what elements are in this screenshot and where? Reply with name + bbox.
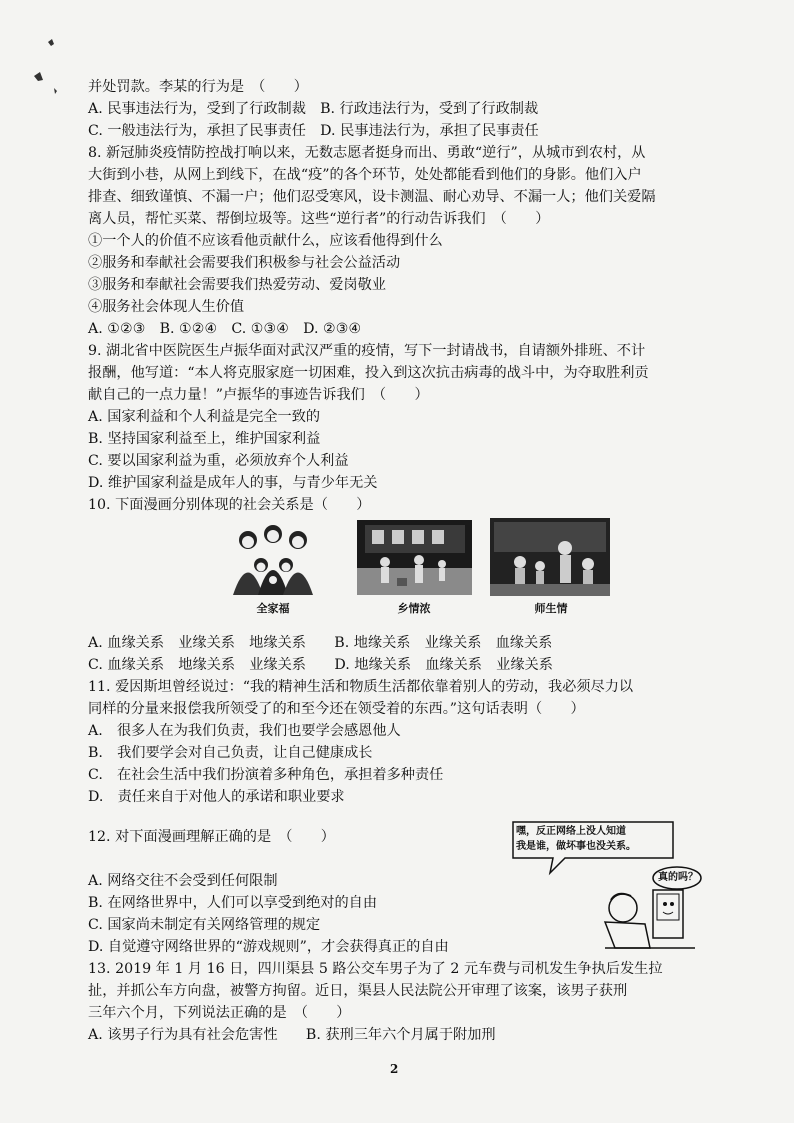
q8-stem-4: 离人员，帮忙买菜、帮倒垃圾等。这些“逆行者”的行动告诉我们 （ ） bbox=[88, 211, 550, 227]
caption-family: 全家福 bbox=[256, 602, 290, 615]
q10-option-ab: A. 血缘关系 业缘关系 地缘关系 B. 地缘关系 业缘关系 血缘关系 bbox=[88, 635, 553, 651]
scan-marks bbox=[20, 30, 70, 100]
q8-item-1: ①一个人的价值不应该看他贡献什么，应该看他得到什么 bbox=[88, 233, 443, 249]
q8-stem-1: 8. 新冠肺炎疫情防控战打响以来，无数志愿者挺身而出、勇敢“逆行”，从城市到农村，从 bbox=[88, 145, 646, 161]
q12-stem: 12. 对下面漫画理解正确的是 （ ） bbox=[88, 829, 335, 845]
q11-stem-2: 同样的分量来报偿我所领受了的和至今还在领受着的东西。”这句话表明（ ） bbox=[88, 701, 585, 717]
q12-option-b: B. 在网络世界中，人们可以享受到绝对的自由 bbox=[88, 895, 378, 911]
q9-option-b: B. 坚持国家利益至上，维护国家利益 bbox=[88, 431, 321, 447]
q7-option-cd: C. 一般违法行为，承担了民事责任 D. 民事违法行为，承担了民事责任 bbox=[88, 123, 539, 139]
speech-bubble-1-line-1: 嘿，反正网络上没人知道 bbox=[516, 826, 626, 837]
q8-item-2: ②服务和奉献社会需要我们积极参与社会公益活动 bbox=[88, 255, 401, 271]
speech-bubble-1-line-2: 我是谁，做坏事也没关系。 bbox=[516, 841, 636, 852]
q9-option-c: C. 要以国家利益为重，必须放弃个人利益 bbox=[88, 453, 349, 469]
q10-option-cd: C. 血缘关系 地缘关系 业缘关系 D. 地缘关系 血缘关系 业缘关系 bbox=[88, 657, 553, 673]
speech-bubble-2: 真的吗？ bbox=[658, 872, 698, 883]
q7-tail: 并处罚款。李某的行为是 （ ） bbox=[88, 79, 308, 95]
q13-stem-2: 扯，并抓公车方向盘，被警方拘留。近日，渠县人民法院公开审理了该案，该男子获刑 bbox=[88, 983, 628, 999]
q11-option-a: A. 很多人在为我们负责，我们也要学会感恩他人 bbox=[88, 723, 401, 739]
q11-option-b: B. 我们要学会对自己负责，让自己健康成长 bbox=[88, 745, 373, 761]
q8-stem-2: 大街到小巷，从网上到线下，在战“疫”的各个环节，处处都能看到他们的身影。他们入户 bbox=[88, 167, 642, 183]
q13-options-ab: A. 该男子行为具有社会危害性 B. 获刑三年六个月属于附加刑 bbox=[88, 1027, 496, 1043]
q11-stem-1: 11. 爱因斯坦曾经说过：“我的精神生活和物质生活都依靠着别人的劳动，我必须尽力以 bbox=[88, 679, 634, 695]
cartoon-family-image bbox=[228, 520, 318, 595]
q9-stem-1: 9. 湖北省中医院医生卢振华面对武汉严重的疫情，写下一封请战书，自请额外排班、不计 bbox=[88, 343, 646, 359]
q12-option-a: A. 网络交往不会受到任何限制 bbox=[88, 873, 278, 889]
q11-option-d: D. 责任来自于对他人的承诺和职业要求 bbox=[88, 789, 345, 805]
cartoon-village-image bbox=[357, 520, 472, 595]
q8-stem-3: 排查、细致谨慎、不漏一户；他们忍受寒风，设卡测温、耐心劝导、不漏一人；他们关爱隔 bbox=[88, 189, 656, 205]
q10-stem: 10. 下面漫画分别体现的社会关系是（ ） bbox=[88, 497, 371, 513]
q11-option-c: C. 在社会生活中我们扮演着多种角色，承担着多种责任 bbox=[88, 767, 444, 783]
q8-item-3: ③服务和奉献社会需要我们热爱劳动、爱岗敬业 bbox=[88, 277, 386, 293]
q7-option-ab: A. 民事违法行为，受到了行政制裁 B. 行政违法行为，受到了行政制裁 bbox=[88, 101, 539, 117]
q12-option-c: C. 国家尚未制定有关网络管理的规定 bbox=[88, 917, 321, 933]
cartoon-teacher-student-image bbox=[490, 518, 610, 596]
q9-option-d: D. 维护国家利益是成年人的事，与青少年无关 bbox=[88, 475, 378, 491]
q13-stem-3: 三年六个月，下列说法正确的是 （ ） bbox=[88, 1005, 351, 1021]
q8-options: A. ①②③ B. ①②④ C. ①③④ D. ②③④ bbox=[88, 321, 362, 337]
caption-village: 乡情浓 bbox=[397, 602, 431, 615]
q9-option-a: A. 国家利益和个人利益是完全一致的 bbox=[88, 409, 321, 425]
q8-item-4: ④服务社会体现人生价值 bbox=[88, 299, 245, 315]
caption-teacher-student: 师生情 bbox=[534, 602, 568, 615]
q9-stem-2: 报酬，他写道：“本人将克服家庭一切困难，投入到这次抗击病毒的战斗中，为夺取胜利贡 bbox=[88, 365, 649, 381]
page-number: 2 bbox=[390, 1062, 399, 1076]
q12-option-d: D. 自觉遵守网络世界的“游戏规则”，才会获得真正的自由 bbox=[88, 939, 449, 955]
q13-stem-1: 13. 2019 年 1 月 16 日，四川渠县 5 路公交车男子为了 2 元车费与司机发生争执后发生拉 bbox=[88, 961, 663, 977]
q9-stem-3: 献自己的一点力量！”卢振华的事迹告诉我们 （ ） bbox=[88, 387, 429, 403]
